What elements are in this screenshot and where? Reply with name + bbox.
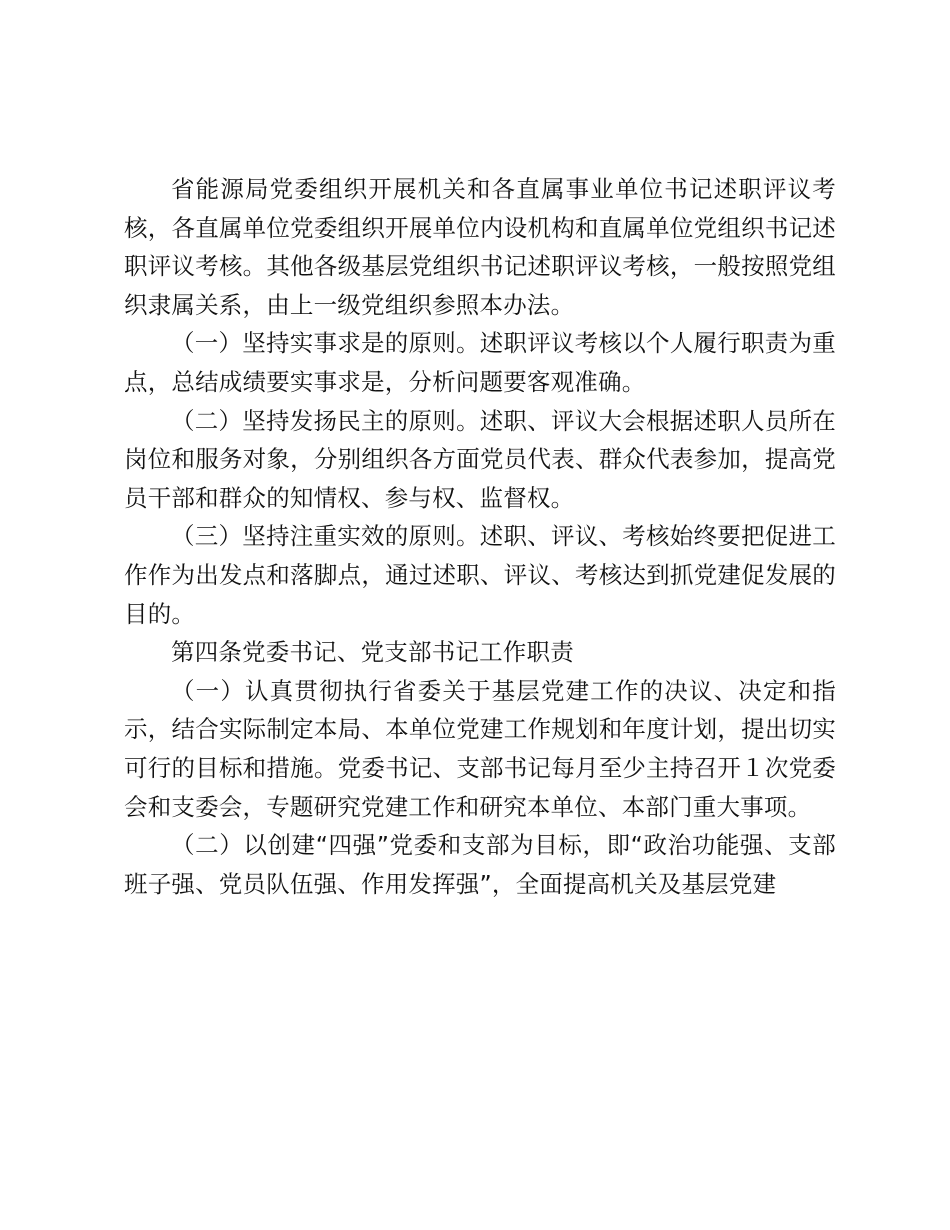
paragraph-principle-1: （一）坚持实事求是的原则。述职评议考核以个人履行职责为重点，总结成绩要实事求是，分析问题要客观准确。 [124, 329, 836, 396]
paragraph-scope: 省能源局党委组织开展机关和各直属事业单位书记述职评议考核，各直属单位党委组织开展单位内设机构和直属单位党组织书记述职评议考核。其他各级基层党组织书记述职评议考核，一般按照党组织隶属关系，由上一级党组织参照本办法。 [124, 175, 836, 319]
paragraph-principle-2: （二）坚持发扬民主的原则。述职、评议大会根据述职人员所在岗位和服务对象，分别组织各方面党员代表、群众代表参加，提高党员干部和群众的知情权、参与权、监督权。 [124, 406, 836, 512]
article-4-heading: 第四条党委书记、党支部书记工作职责 [171, 638, 574, 667]
paragraph-duty-1: （一）认真贯彻执行省委关于基层党建工作的决议、决定和指示，结合实际制定本局、本单位党建工作规划和年度计划，提出切实可行的目标和措施。党委书记、支部书记每月至少主持召开１次党委会和支委会，专题研究党建工作和研究本单位、本部门重大事项。 [124, 676, 836, 821]
paragraph-principle-3: （三）坚持注重实效的原则。述职、评议、考核始终要把促进工作作为出发点和落脚点，通过述职、评议、考核达到抓党建促发展的目的。 [124, 522, 836, 628]
document-body [124, 170, 836, 903]
paragraph-duty-2: （二）以创建“四强”党委和支部为目标，即“政治功能强、支部班子强、党员队伍强、作用发挥强”，全面提高机关及基层党建 [124, 831, 836, 898]
